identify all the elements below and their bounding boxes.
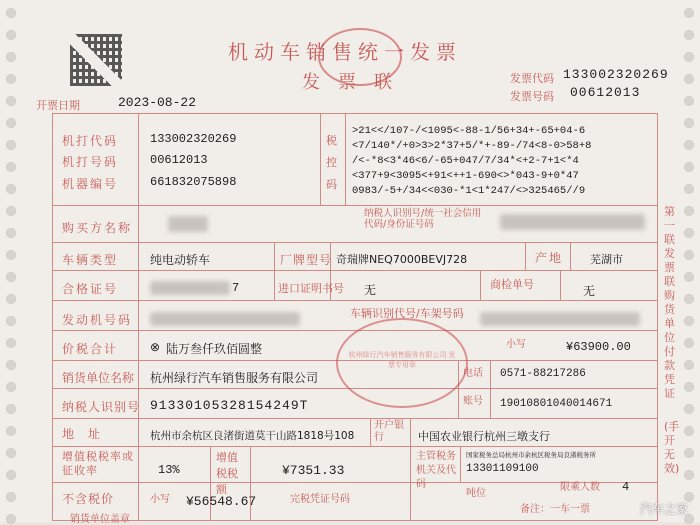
- sprocket-hole: [684, 470, 694, 480]
- issue-date-label: 开票日期: [36, 99, 80, 112]
- buyer-taxid-redacted: [500, 214, 645, 230]
- tax-code-line: /<-*8<3*46<6/-65+047/7/34*<+2-7+1<*4: [352, 155, 579, 167]
- total-amount: ¥63900.00: [566, 340, 631, 354]
- sprocket-hole: [684, 30, 694, 40]
- invoice-number: 00612013: [570, 85, 641, 100]
- device-number: 661832075898: [150, 175, 237, 189]
- sprocket-hole: [6, 74, 16, 84]
- sprocket-hole: [684, 74, 694, 84]
- total-words-icon: ⊗: [150, 341, 161, 355]
- vat-label: 增值税税额: [216, 451, 238, 496]
- invoice-title: 机动车销售统一发票: [228, 40, 462, 64]
- remark-note: 备注：一车一票: [520, 504, 590, 515]
- tax-office: 国家税务总局杭州市余杭区税务局良渚税务所: [466, 451, 596, 459]
- sprocket-hole: [684, 272, 694, 282]
- total-words: 陆万叁仟玖佰圆整: [166, 342, 263, 356]
- sprocket-hole: [6, 250, 16, 260]
- tax-office-code: 13301109100: [466, 463, 539, 475]
- tax-code-block: [352, 124, 591, 199]
- sprocket-hole: [6, 228, 16, 238]
- sprocket-hole: [684, 96, 694, 106]
- sprocket-hole: [684, 404, 694, 414]
- sprocket-hole: [6, 360, 16, 370]
- machine-code: 133002320269: [150, 132, 237, 146]
- excl-tax-amount: ¥56548.67: [186, 494, 257, 509]
- sprocket-hole: [684, 338, 694, 348]
- vin-redacted: [480, 312, 640, 326]
- seller-taxid-label: 纳税人识别号: [62, 400, 141, 414]
- import-cert-label: 进口证明书号: [278, 282, 344, 295]
- vehicle-model-label: 厂牌型号: [280, 253, 333, 267]
- sprocket-hole: [684, 8, 694, 18]
- sprocket-hole: [684, 52, 694, 62]
- sprocket-hole: [684, 162, 694, 172]
- tax-office-label: 主管税务机关及代码: [416, 451, 456, 490]
- seller-name-label: 销货单位名称: [62, 371, 135, 385]
- machine-number: 00612013: [150, 153, 208, 167]
- tax-rate: 13%: [158, 463, 180, 477]
- tax-rate-label: 增值税税率或征收率: [62, 450, 134, 477]
- sprocket-hole: [6, 30, 16, 40]
- sprocket-hole: [684, 426, 694, 436]
- seller-taxid: 91330105328154249T: [150, 398, 309, 413]
- machine-code-label: 机打代码: [62, 134, 119, 148]
- sprocket-hole: [6, 272, 16, 282]
- invoice-code: 133002320269: [563, 67, 669, 82]
- vehicle-type: 纯电动轿车: [150, 253, 211, 267]
- sprocket-hole: [6, 382, 16, 392]
- tonnage-label: 吨位: [466, 488, 486, 499]
- sprocket-hole: [6, 52, 16, 62]
- sprocket-hole: [684, 206, 694, 216]
- invoice-code-label: 发票代码: [510, 72, 554, 85]
- copy-label: 第一联发票联购货单位付款凭证: [664, 205, 675, 400]
- sprocket-hole: [6, 426, 16, 436]
- tax-code-line: >21<</107-/<1095<-88-1/56+34+-65+04-6: [352, 125, 586, 137]
- sprocket-hole: [6, 448, 16, 458]
- sprocket-hole: [6, 492, 16, 502]
- sprocket-hole: [6, 206, 16, 216]
- tax-bureau-seal: [318, 28, 402, 86]
- sprocket-hole: [684, 118, 694, 128]
- tax-code-line: <377+9<3095<+91<++1-690<>*043-9+0*47: [352, 170, 579, 182]
- total-label: 价税合计: [62, 342, 119, 356]
- sprocket-hole: [684, 250, 694, 260]
- sprocket-hole: [684, 448, 694, 458]
- handwritten-invalid-note: (手开无效): [664, 420, 680, 475]
- invoice-subtitle: 发票联: [302, 72, 410, 93]
- seller-sign-label: 销货单位盖章: [70, 514, 130, 525]
- seats: 4: [622, 480, 630, 494]
- sprocket-hole: [684, 228, 694, 238]
- sprocket-hole: [684, 382, 694, 392]
- tax-code-line: <7/140*/+0>3>2*37+5/*+-89-/74<8-0>58+8: [352, 140, 592, 152]
- sprocket-hole: [6, 514, 16, 524]
- sprocket-hole: [6, 184, 16, 194]
- tax-code-label: 税控码: [326, 134, 337, 191]
- seller-bank: 中国农业银行杭州三墩支行: [418, 430, 550, 443]
- engine-number-redacted: [150, 312, 300, 326]
- tax-cert-label: 完税凭证号码: [290, 494, 350, 505]
- sprocket-hole: [684, 360, 694, 370]
- invoice-number-label: 发票号码: [510, 90, 554, 103]
- seller-phone: 0571-88217286: [500, 368, 586, 380]
- seller-address: 杭州市余杭区良渚街道莫干山路1818号108: [150, 430, 355, 442]
- machine-number-label: 机打号码: [62, 155, 119, 169]
- buyer-name-redacted: [168, 216, 208, 232]
- excl-tax-label: 不含税价: [62, 492, 115, 506]
- sprocket-hole: [684, 294, 694, 304]
- watermark: 汽车之家: [640, 502, 689, 516]
- sprocket-hole: [6, 470, 16, 480]
- inspection-value: 无: [583, 284, 596, 298]
- tax-code-line: 0983/-5+/34<<030-*1<1*247/<>325465//9: [352, 185, 586, 197]
- cert-number-redacted: [150, 281, 230, 295]
- sprocket-hole: [684, 316, 694, 326]
- origin-label: 产地: [535, 251, 564, 265]
- vehicle-model: 奇瑞牌NEQ7000BEVJ728: [336, 253, 468, 266]
- excl-small-label: 小写: [150, 494, 170, 505]
- buyer-taxid-label: 纳税人识别号/统一社会信用代码/身份证号码: [364, 208, 482, 230]
- issue-date: 2023-08-22: [118, 95, 197, 110]
- qr-code: [70, 34, 122, 86]
- device-number-label: 机器编号: [62, 177, 119, 191]
- seats-label: 限乘人数: [560, 482, 600, 493]
- address-label: 地址: [62, 427, 115, 441]
- sprocket-hole: [6, 162, 16, 172]
- sprocket-hole: [6, 316, 16, 326]
- seller-name: 杭州绿行汽车销售服务有限公司: [150, 371, 319, 385]
- inspection-label: 商检单号: [490, 278, 534, 291]
- cert-number-label: 合格证号: [62, 282, 119, 296]
- seal-text: 杭州绿行汽车销售服务有限公司 发票专用章: [348, 352, 456, 369]
- sprocket-hole: [6, 96, 16, 106]
- sprocket-hole: [6, 404, 16, 414]
- sprocket-hole: [6, 118, 16, 128]
- phone-label: 电话: [463, 368, 483, 379]
- sprocket-hole: [6, 338, 16, 348]
- sprocket-hole: [684, 184, 694, 194]
- seller-account: 19010801040014671: [500, 398, 613, 410]
- vat-amount: ¥7351.33: [282, 463, 345, 478]
- bank-label: 开户银行: [374, 420, 404, 443]
- import-cert-value: 无: [364, 283, 377, 297]
- account-label: 账号: [463, 396, 483, 407]
- sprocket-hole: [6, 294, 16, 304]
- origin: 芜湖市: [590, 253, 623, 266]
- total-small-label: 小写: [506, 339, 526, 350]
- sprocket-hole: [684, 140, 694, 150]
- vehicle-type-label: 车辆类型: [62, 253, 119, 267]
- sprocket-hole: [6, 8, 16, 18]
- company-seal: [336, 318, 468, 408]
- cert-number-suffix: 7: [232, 281, 240, 295]
- sprocket-hole: [6, 140, 16, 150]
- engine-number-label: 发动机号码: [62, 313, 133, 327]
- vin-label: 车辆识别代号/车架号码: [350, 307, 464, 320]
- buyer-name-label: 购买方名称: [62, 221, 133, 235]
